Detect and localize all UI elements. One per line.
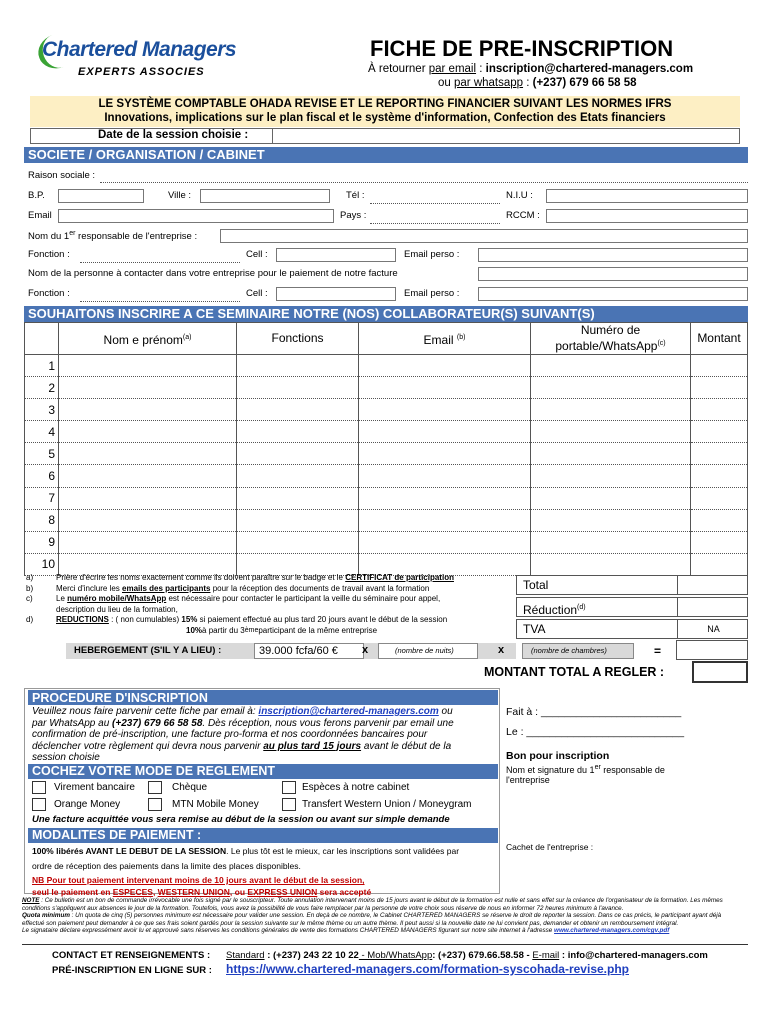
signature-label: Nom et signature du 1er responsable de l'entreprise (506, 764, 665, 785)
email-perso-2-label: Email perso : (404, 288, 460, 299)
participant-email-cell[interactable] (359, 421, 531, 443)
col-index (25, 323, 59, 355)
participant-montant-cell[interactable] (691, 355, 748, 377)
tva-row: TVA NA (516, 619, 748, 639)
cheque-checkbox[interactable] (148, 781, 162, 794)
participant-fonction-cell[interactable] (237, 465, 359, 487)
participant-nom-cell[interactable] (59, 509, 237, 531)
participant-num-cell: 7 (25, 487, 59, 509)
contact-person-field[interactable] (478, 267, 748, 281)
participant-fonction-cell[interactable] (237, 531, 359, 553)
seminar-banner: LE SYSTÈME COMPTABLE OHADA REVISE ET LE REPORTING FINANCIER SUIVANT LES NORMES IFRS Innovations, implications sur le plan fiscal et le système d'information, Confection des Etats financiers (30, 96, 740, 127)
total-field[interactable] (677, 576, 749, 594)
table-row (25, 421, 748, 443)
raison-sociale-label: Raison sociale : (28, 170, 96, 181)
mtn-checkbox[interactable] (148, 798, 162, 811)
return-whatsapp-line: ou par whatsapp : (+237) 679 66 58 58 (438, 77, 637, 89)
participant-email-cell[interactable] (359, 509, 531, 531)
participant-nom-cell[interactable] (59, 487, 237, 509)
participant-montant-cell[interactable] (691, 421, 748, 443)
footer-divider (22, 944, 748, 945)
participant-nom-cell[interactable] (59, 399, 237, 421)
legal-footnote: NOTE : Ce bulletin est un bon de commande irrévocable une fois signé par le souscripteur. Toute annulation intervenant moins de 15 jours avant le début de la formation est nulle et sans effet sur la créance de l'organisateur de la formation. Les mêmes conditions s'appliquent aux absences le jour de la formation. Toutefois, vous avez la possibilité de vous faire remplacer par la personne de votre choix sous réserve de nous en informer 72 heures minimum à l'avance. Quota minimum : Un quota de cinq (5) personnes minimum est nécessaire pour valider une session. En deçà de ce nombre, le Cabinet CHARTERED MANAGERS se réserve le droit de reporter la session. Dans ce cas précis, le participant ayant déjà effectué son paiement peut demander à ce que ses frais soient gardés pour la session suivante sur le même thème ou un autre thème. Il peut aussi si la nouvelle date ne lui convient pas, demander et obtenir un remboursement intégral. Le signataire déclare expressément avoir lu et approuvé sans réserves les conditions générales de vente des formations CHARTERED MANAGERS figurant sur notre site internet à l'adresse www.chartered-managers.com/cgv.pdf (22, 897, 723, 935)
table-row (25, 399, 748, 421)
email-perso-label: Email perso : (404, 249, 460, 260)
participant-numero-cell[interactable] (531, 465, 691, 487)
email-perso-2-field[interactable] (478, 287, 748, 301)
participant-email-cell[interactable] (359, 443, 531, 465)
email-label: Email (28, 210, 52, 221)
orange-checkbox[interactable] (32, 798, 46, 811)
participant-montant-cell[interactable] (691, 487, 748, 509)
participant-montant-cell[interactable] (691, 531, 748, 553)
participant-num-cell: 5 (25, 443, 59, 465)
participant-fonction-cell[interactable] (237, 509, 359, 531)
participant-numero-cell[interactable] (531, 399, 691, 421)
participant-montant-cell[interactable] (691, 465, 748, 487)
participant-email-cell[interactable] (359, 465, 531, 487)
responsable-label: Nom du 1er responsable de l'entreprise : (28, 230, 198, 243)
equals-sign: = (654, 644, 662, 658)
online-url-link[interactable]: https://www.chartered-managers.com/formation-syscohada-revise.php (226, 962, 629, 976)
table-row (25, 355, 748, 377)
responsable-field[interactable] (220, 229, 748, 243)
bp-label: B.P. (28, 190, 45, 201)
montant-total-row: MONTANT TOTAL A REGLER : (484, 661, 748, 683)
col-montant: Montant (691, 323, 748, 355)
pays-label: Pays : (340, 210, 367, 221)
participant-num-cell: 10 (25, 553, 59, 575)
raison-sociale-field[interactable] (100, 182, 748, 183)
participant-email-cell[interactable] (359, 531, 531, 553)
session-date-label: Date de la session choisie : (98, 129, 249, 141)
bon-pour-inscription: Bon pour inscription (506, 750, 610, 762)
participant-montant-cell[interactable] (691, 443, 748, 465)
participant-fonction-cell[interactable] (237, 399, 359, 421)
tel-label: Tél : (346, 190, 365, 201)
virement-checkbox[interactable] (32, 781, 46, 794)
section-participants-header: SOUHAITONS INSCRIRE A CE SEMINAIRE NOTRE (NOS) COLLABORATEUR(S) SUIVANT(S) (24, 306, 748, 322)
participant-numero-cell[interactable] (531, 553, 691, 575)
participant-nom-cell[interactable] (59, 421, 237, 443)
facture-note: Une facture acquittée vous sera remise au début de la session ou avant sur simple demande (32, 814, 450, 825)
ville-field[interactable] (200, 189, 330, 203)
fonction-2-field[interactable] (80, 301, 240, 302)
niu-label: N.I.U : (506, 190, 533, 201)
montant-total-field[interactable] (692, 661, 748, 683)
participant-numero-cell[interactable] (531, 487, 691, 509)
hebergement-row: HEBERGEMENT (S'IL Y A LIEU) : 39.000 fcfa/60 € x (nombre de nuits) x (66, 643, 516, 659)
fait-a-field[interactable]: Fait à : ________________________ (506, 706, 682, 718)
table-row (25, 487, 748, 509)
participant-nom-cell[interactable] (59, 377, 237, 399)
participant-numero-cell[interactable] (531, 509, 691, 531)
cell-label: Cell : (246, 249, 268, 260)
section-procedure-header: PROCEDURE D'INSCRIPTION (28, 690, 498, 705)
logo-subtitle: EXPERTS ASSOCIES (78, 66, 205, 78)
cachet-label: Cachet de l'entreprise : (506, 842, 594, 852)
table-row (25, 509, 748, 531)
participant-num-cell: 8 (25, 509, 59, 531)
rccm-field[interactable] (546, 209, 748, 223)
tva-value: NA (677, 620, 749, 638)
total-row: Total (516, 575, 748, 595)
page-title: FICHE DE PRE-INSCRIPTION (370, 36, 674, 61)
chambres-field[interactable]: (nombre de chambres) (522, 643, 634, 659)
western-checkbox[interactable] (282, 798, 296, 811)
cgv-link[interactable]: www.chartered-managers.com/cgv.pdf (554, 927, 670, 935)
hebergement-total-field[interactable] (676, 640, 748, 660)
participant-nom-cell[interactable] (59, 531, 237, 553)
tel-field[interactable] (370, 203, 500, 204)
cell-2-field[interactable] (276, 287, 396, 301)
modalites-text: 100% libérés AVANT LE DEBUT DE LA SESSION. Le plus tôt est le mieux, car les inscriptions sont validées par ordre de réception des paiements dans la limite des places disponibles. NB Pour tout paiement intervenant moins de 10 jours avant le début de la session, seul le paiement en ESPECES, WESTERN UNION, ou EXPRESS UNION sera accepté (32, 846, 460, 897)
contact-details: Standard : (+237) 243 22 10 22 - Mob/WhatsApp: (+237) 679.66.58.58 - E-mail : info@chartered-managers.com (226, 950, 708, 961)
participant-num-cell: 9 (25, 531, 59, 553)
col-nom: Nom e prénom$^{(a)}$ (59, 323, 237, 355)
participant-num-cell: 1 (25, 355, 59, 377)
col-numero: Numéro de portable/WhatsApp$^{(c)}$ (531, 323, 691, 355)
procedure-text: Veuillez nous faire parvenir cette fiche par email à: inscription@chartered-managers.com ou par WhatsApp au (+237) 679 66 58 58. Dès réception, nous vous ferons parvenir par email une confirmation de pré-inscription, une facture pro-forma et nos coordonnées bancaires pour déclencher votre règlement qui devra nous parvenir au plus tard 15 jours avant le début de la session choisie (32, 706, 454, 763)
participant-num-cell: 4 (25, 421, 59, 443)
nuits-field[interactable]: (nombre de nuits) (378, 643, 478, 659)
col-fonctions: Fonctions (237, 323, 359, 355)
participant-email-cell[interactable] (359, 377, 531, 399)
participant-fonction-cell[interactable] (237, 443, 359, 465)
niu-field[interactable] (546, 189, 748, 203)
session-date-field[interactable] (272, 129, 739, 143)
contact-person-label: Nom de la personne à contacter dans votre entreprise pour le paiement de notre facture (28, 268, 398, 279)
participant-montant-cell[interactable] (691, 377, 748, 399)
rccm-label: RCCM : (506, 210, 540, 221)
email-field[interactable] (58, 209, 334, 223)
especes-checkbox[interactable] (282, 781, 296, 794)
participant-fonction-cell[interactable] (237, 421, 359, 443)
participant-numero-cell[interactable] (531, 443, 691, 465)
participant-numero-cell[interactable] (531, 355, 691, 377)
participant-nom-cell[interactable] (59, 465, 237, 487)
table-row (25, 465, 748, 487)
participant-montant-cell[interactable] (691, 509, 748, 531)
reduction-row: Réduction$^{(d)}$ (516, 597, 748, 617)
cell-field[interactable] (276, 248, 396, 262)
table-row (25, 443, 748, 465)
participant-num-cell: 2 (25, 377, 59, 399)
participant-email-cell[interactable] (359, 399, 531, 421)
participant-num-cell: 3 (25, 399, 59, 421)
participants-table (24, 322, 748, 576)
pays-field[interactable] (370, 223, 500, 224)
section-reglement-header: COCHEZ VOTRE MODE DE REGLEMENT (28, 764, 498, 779)
logo: Chartered Managers (42, 38, 237, 61)
participant-nom-cell[interactable] (59, 443, 237, 465)
contact-label: CONTACT ET RENSEIGNEMENTS : (52, 950, 211, 961)
hebergement-price: 39.000 fcfa/60 € (254, 643, 364, 659)
participant-fonction-cell[interactable] (237, 487, 359, 509)
fonction-2-label: Fonction : (28, 288, 70, 299)
fonction-label: Fonction : (28, 249, 70, 260)
bp-field[interactable] (58, 189, 144, 203)
table-row (25, 531, 748, 553)
participant-email-cell[interactable] (359, 487, 531, 509)
contact-email[interactable]: inscription@chartered-managers.com (485, 63, 694, 75)
participant-nom-cell[interactable] (59, 355, 237, 377)
participant-numero-cell[interactable] (531, 377, 691, 399)
ville-label: Ville : (168, 190, 192, 201)
participant-montant-cell[interactable] (691, 399, 748, 421)
cell-2-label: Cell : (246, 288, 268, 299)
participant-num-cell: 6 (25, 465, 59, 487)
section-modalites-header: MODALITES DE PAIEMENT : (28, 828, 498, 843)
participant-fonction-cell[interactable] (237, 377, 359, 399)
participant-fonction-cell[interactable] (237, 355, 359, 377)
notes-block: a) Prière d'écrire les noms exactement comme ils doivent paraître sur le badge et le CERTIFICAT de participation b) Merci d'inclure les emails des participants pour la réception des documents de travail avant la formation c) Le numéro mobile/WhatsApp est nécessaire pour contacter le participant la veille du séminaire pour appel, description du lieu de la formation, d) REDUCTIONS : ( non cumulables) 15% si paiement effectué au plus tard 20 jours avant le début de la session 10% à partir du 3 ème participant de la même entreprise (26, 573, 454, 635)
participant-email-cell[interactable] (359, 355, 531, 377)
le-field[interactable]: Le : ___________________________ (506, 726, 685, 738)
email-perso-field[interactable] (478, 248, 748, 262)
online-label: PRÉ-INSCRIPTION EN LIGNE SUR : (52, 965, 212, 976)
return-email-line: À retourner par email : inscription@chartered-managers.com (368, 63, 694, 75)
table-row (25, 377, 748, 399)
col-email: Email $^{(b)}$ (359, 323, 531, 355)
section-societe-header: SOCIETE / ORGANISATION / CABINET (24, 147, 748, 163)
participant-montant-cell[interactable] (691, 553, 748, 575)
fonction-field[interactable] (80, 262, 240, 263)
participant-numero-cell[interactable] (531, 421, 691, 443)
participant-numero-cell[interactable] (531, 531, 691, 553)
reduction-field[interactable] (677, 598, 749, 616)
